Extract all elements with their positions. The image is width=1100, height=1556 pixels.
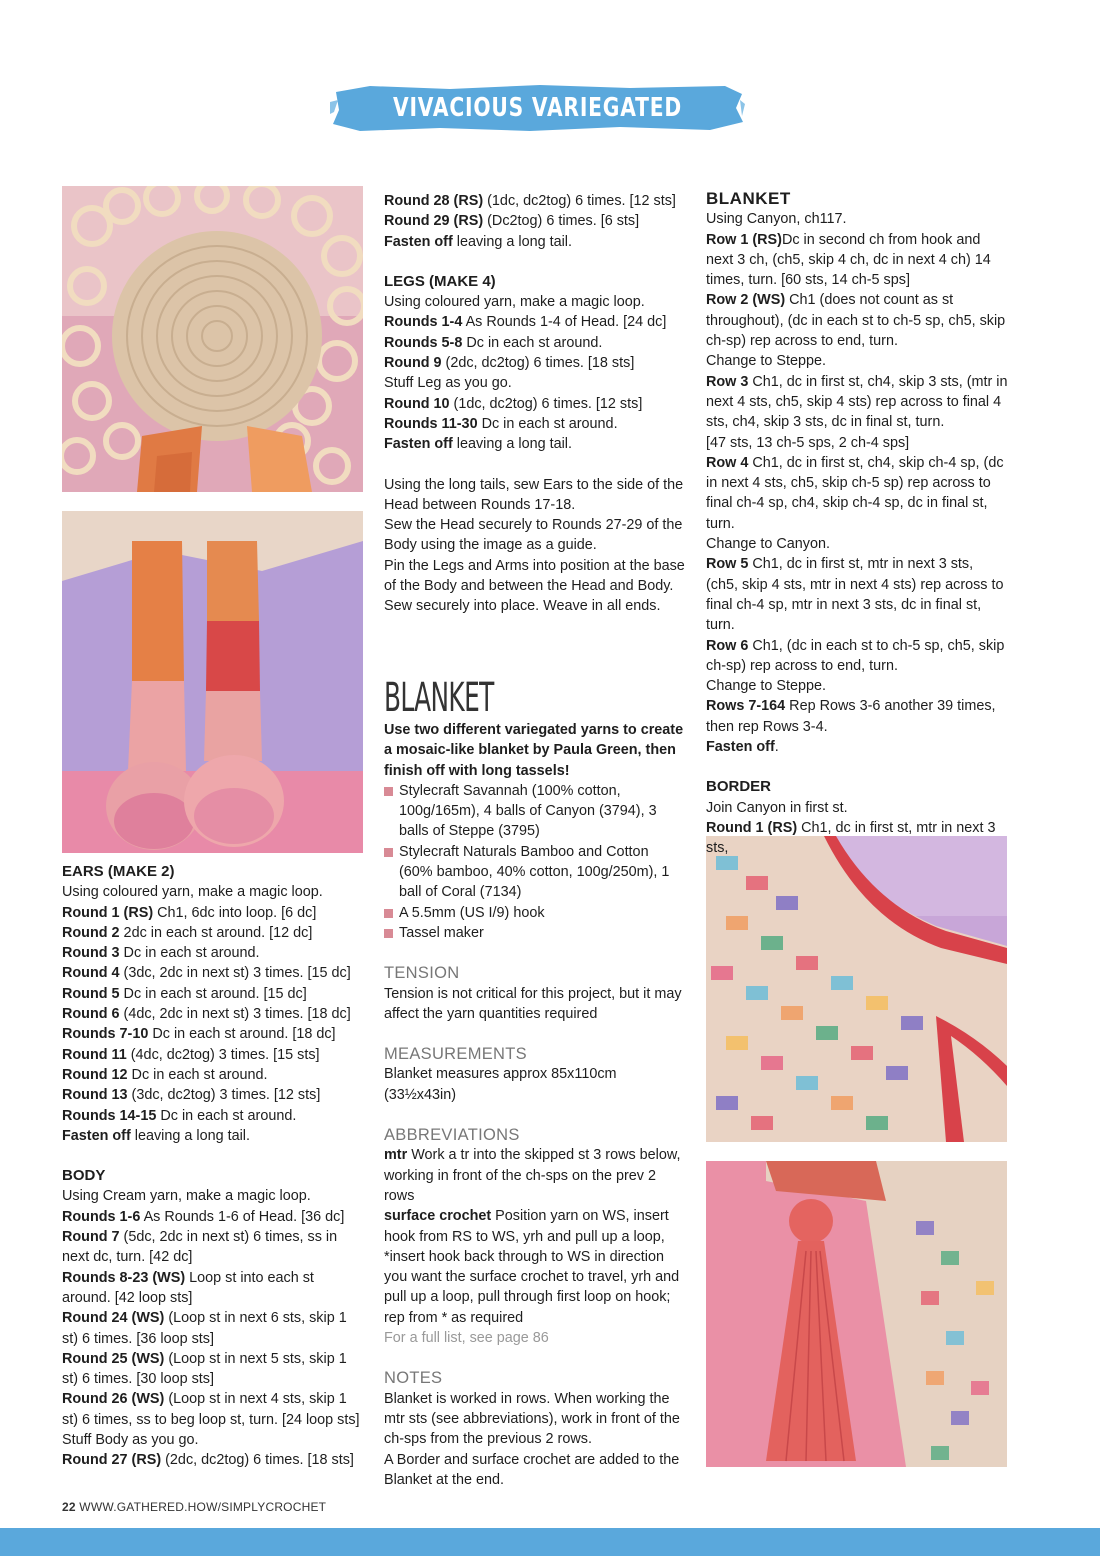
ears-line-label: Round 12 (62, 1066, 128, 1083)
column-2 (384, 191, 686, 617)
blanket-row-line-text: Change to Canyon. (706, 536, 831, 553)
assembly-instructions (384, 475, 686, 617)
body-line (62, 1308, 362, 1349)
assembly-line: Using the long tails, sew Ears to the side of the Head between Rounds 17-18. (384, 476, 684, 513)
body-line-text: As Rounds 1-6 of Head. [36 dc] (140, 1208, 345, 1225)
blanket-row-line (706, 230, 1008, 291)
section-title-abbreviations: ABBREVIATIONS (384, 1126, 520, 1145)
ears-line-text: Dc in each st around. [18 dc] (148, 1026, 336, 1043)
ears-line (62, 882, 362, 902)
legs-line-text: (1dc, dc2tog) 6 times. [12 sts] (449, 395, 643, 412)
ears-line-text: 2dc in each st around. [12 dc] (119, 924, 313, 941)
ears-line-label: Fasten off (62, 1127, 131, 1144)
legs-line-label: Fasten off (384, 436, 453, 453)
legs-line (384, 414, 686, 434)
notes-line: A Border and surface crochet are added to the Blanket at the end. (384, 1451, 680, 1488)
bullet-square-icon (384, 929, 393, 938)
ears-instructions (62, 882, 362, 1146)
round-line (384, 211, 686, 231)
body-line-label: Rounds 8-23 (WS) (62, 1269, 186, 1286)
legs-line-text: As Rounds 1-4 of Head. [24 dc] (462, 314, 667, 331)
body-instructions (62, 1186, 362, 1470)
abbreviation-item-label: mtr (384, 1147, 408, 1164)
ears-line (62, 1085, 362, 1105)
round-line (384, 191, 686, 211)
legs-line (384, 434, 686, 454)
ears-line-label: Rounds 7-10 (62, 1026, 149, 1043)
border-line-text: Ch1, dc in first st, mtr in next 3 sts, (706, 819, 996, 857)
photo-doll-head-back (62, 186, 363, 492)
notes-line: Blanket is worked in rows. When working the mtr sts (see abbreviations), work in front of the ch-sps from the previous 2 rows. (384, 1390, 680, 1448)
ears-line (62, 923, 362, 943)
blanket-row-line (706, 372, 1008, 433)
section-title-tension: TENSION (384, 964, 460, 983)
blanket-intro: Use two different variegated yarns to create a mosaic-like blanket by Paula Green, then finish off with long tassels! (384, 722, 684, 779)
blanket-row-line-label: Rows 7-164 (706, 698, 786, 715)
ears-line-text: (3dc, dc2tog) 3 times. [12 sts] (127, 1087, 321, 1104)
ears-line-label: Rounds 14-15 (62, 1107, 157, 1124)
measurements-text: Blanket measures approx 85x110cm (33½x43in) (384, 1066, 617, 1103)
border-line (706, 818, 1008, 859)
ears-line (62, 984, 362, 1004)
abbreviations-list (384, 1145, 686, 1328)
column-1 (62, 862, 362, 1471)
legs-line-text: Dc in each st around. (462, 334, 603, 351)
body-line-label: Round 27 (RS) (62, 1452, 162, 1469)
blanket-row-line-text: . (774, 739, 779, 756)
body-line-text: (Loop st in next 4 sts, skip 1 st) 6 times, ss to beg loop st, turn. [24 loop sts] (62, 1391, 360, 1428)
ears-line (62, 903, 362, 923)
materials-item (384, 923, 686, 943)
blanket-row-line-text: Ch1 (does not count as st throughout), (dc in each st to ch-5 sp, ch5, skip ch-sp) rep across to end, turn. (706, 292, 1006, 350)
body-line-text: Stuff Body as you go. (62, 1432, 199, 1449)
abbreviation-item-text: Work a tr into the skipped st 3 rows below, working in front of the ch-sps on the prev 2 rows (384, 1147, 681, 1204)
ears-line-label: Round 11 (62, 1046, 127, 1063)
materials-item-text: A 5.5mm (US I/9) hook (399, 904, 545, 921)
abbreviation-item (384, 1206, 686, 1328)
border-line (706, 798, 1008, 818)
round-line-text: (1dc, dc2tog) 6 times. [12 sts] (483, 193, 676, 209)
legs-line-text: Stuff Leg as you go. (384, 375, 512, 392)
ears-line-text: Dc in each st around. [15 dc] (119, 985, 307, 1002)
blanket-row-line-label: Row 1 (RS) (706, 231, 782, 248)
legs-line-text: (2dc, dc2tog) 6 times. [18 sts] (441, 355, 635, 372)
blanket-row-line-text: Rep Rows 3-6 another 39 times, then rep Rows 3-4. (706, 698, 996, 735)
materials-item (384, 781, 686, 842)
blanket-row-line-text: Change to Steppe. (706, 353, 827, 370)
ears-line-label: Round 13 (62, 1087, 128, 1104)
ears-line-text: (4dc, dc2tog) 3 times. [15 sts] (126, 1046, 320, 1063)
page-number: 22 (62, 1500, 76, 1514)
photo-doll-legs (62, 511, 363, 853)
border-line-label: Round 1 (RS) (706, 819, 798, 836)
ears-line (62, 1045, 362, 1065)
body-line (62, 1349, 362, 1390)
blanket-heading: BLANKET (384, 675, 494, 721)
ears-line-text: (4dc, 2dc in next st) 3 times. [18 dc] (119, 1006, 351, 1023)
ears-line-text: Ch1, 6dc into loop. [6 dc] (153, 904, 317, 921)
ears-line-text: Dc in each st around. (119, 945, 260, 962)
bullet-square-icon (384, 909, 393, 918)
section-title-border: BORDER (706, 778, 772, 796)
ears-line-label: Round 1 (RS) (62, 904, 154, 921)
body-line-text: Using Cream yarn, make a magic loop. (62, 1188, 311, 1205)
ears-line-label: Round 5 (62, 985, 120, 1002)
blanket-row-line-text: Ch1, (dc in each st to ch-5 sp, ch5, skip ch-sp) rep across to end, turn. (706, 637, 1005, 674)
abbreviation-item-text: Position yarn on WS, insert hook from RS to WS, yrh and pull up a loop, *insert hook back through to WS in direction you want the surface crochet to travel, yrh and pull up a loop, pull through first loop on hook; rep from * as required (384, 1208, 680, 1326)
round-28-29-instructions (384, 191, 686, 252)
border-instructions (706, 798, 1008, 859)
ears-line-label: Round 6 (62, 1006, 120, 1023)
ears-line (62, 963, 362, 983)
abbreviation-item-label: surface crochet (384, 1208, 492, 1225)
blanket-row-line-text: Ch1, dc in first st, ch4, skip ch-4 sp, (dc in next 4 sts, ch5, skip ch-5 sp) rep across to final ch-4 sp, ch4, skip ch-4 sp, dc in final st, turn. (706, 454, 1004, 532)
blanket-row-line-text: Using Canyon, ch117. (706, 211, 847, 228)
blanket-row-line-label: Row 2 (WS) (706, 292, 786, 309)
bottom-color-bar (0, 1528, 1100, 1556)
blanket-row-line (706, 290, 1008, 351)
blanket-row-line (706, 351, 1008, 371)
legs-line-text: Dc in each st around. (477, 415, 618, 432)
border-line-text: Join Canyon in first st. (706, 799, 848, 816)
legs-instructions (384, 292, 686, 454)
body-line-label: Round 25 (WS) (62, 1350, 165, 1367)
assembly-line: Sew the Head securely to Rounds 27-29 of the Body using the image as a guide. (384, 517, 683, 554)
body-line (62, 1227, 362, 1268)
ears-line-label: Round 2 (62, 924, 120, 941)
ears-line (62, 1126, 362, 1146)
legs-line (384, 394, 686, 414)
column-3 (706, 189, 1008, 859)
legs-line-label: Round 10 (384, 395, 450, 412)
legs-line-label: Rounds 11-30 (384, 415, 478, 432)
blanket-row-line (706, 696, 1008, 737)
body-line-label: Round 24 (WS) (62, 1310, 165, 1327)
blanket-row-line-label: Row 5 (706, 556, 749, 573)
footer-url: WWW.GATHERED.HOW/SIMPLYCROCHET (79, 1500, 327, 1514)
body-line-label: Round 7 (62, 1229, 120, 1246)
page-footer (62, 1500, 326, 1514)
round-line-text: leaving a long tail. (452, 233, 572, 250)
body-line (62, 1389, 362, 1430)
assembly-line: Pin the Legs and Arms into position at the base of the Body and between the Head and Body. (384, 557, 685, 595)
legs-line-text: Using coloured yarn, make a magic loop. (384, 294, 645, 311)
abbreviation-item (384, 1145, 686, 1206)
body-line-text: (Loop st in next 5 sts, skip 1 st) 6 times. [30 loop sts] (62, 1350, 347, 1388)
blanket-row-line (706, 554, 1008, 635)
ears-line (62, 1065, 362, 1085)
ears-line-text: leaving a long tail. (130, 1127, 250, 1144)
blanket-row-line-label: Fasten off (706, 739, 775, 756)
section-title-ears: EARS (MAKE 2) (62, 863, 175, 880)
blanket-row-line (706, 453, 1008, 534)
blanket-row-line (706, 676, 1008, 696)
blanket-row-line-text: Change to Steppe. (706, 678, 827, 695)
round-line-text: (Dc2tog) 6 times. [6 sts] (483, 213, 640, 230)
blanket-row-line-label: Row 3 (706, 373, 749, 390)
assembly-line: Sew securely into place. Weave in all ends. (384, 598, 661, 615)
legs-line (384, 333, 686, 353)
legs-line (384, 312, 686, 332)
bullet-square-icon (384, 848, 393, 857)
ears-line (62, 1024, 362, 1044)
ears-line-label: Round 4 (62, 965, 120, 982)
materials-item-text: Stylecraft Savannah (100% cotton, 100g/165m), 4 balls of Canyon (3794), 3 balls of Steppe (3795) (399, 782, 657, 840)
legs-line-label: Rounds 5-8 (384, 334, 463, 351)
section-title-blanket: BLANKET (706, 189, 791, 208)
blanket-row-line (706, 737, 1008, 757)
legs-line-label: Rounds 1-4 (384, 314, 463, 331)
materials-list (384, 781, 686, 943)
blanket-row-line (706, 433, 1008, 453)
section-title-notes: NOTES (384, 1369, 443, 1388)
materials-item-text: Tassel maker (399, 924, 484, 941)
body-line (62, 1207, 362, 1227)
legs-line (384, 373, 686, 393)
tension-text: Tension is not critical for this project, but it may affect the yarn quantities required (384, 985, 682, 1022)
body-line-text: Loop st into each st around. [42 loop sts] (62, 1269, 314, 1306)
body-line (62, 1450, 362, 1470)
blanket-row-line-text: Ch1, dc in first st, ch4, skip 3 sts, (mtr in next 4 sts, ch5, skip 4 sts) rep across to final 4 sts, ch4, skip 3 sts, dc in final st, turn. (706, 373, 1008, 431)
ears-line-text: Using coloured yarn, make a magic loop. (62, 884, 323, 901)
round-line-label: Round 28 (RS) (384, 193, 484, 209)
section-title-body: BODY (62, 1167, 106, 1185)
blanket-row-line-text: Dc in second ch from hook and next 3 ch, (ch5, skip 4 ch, dc in next 4 ch) 14 times, turn. [60 sts, 14 ch-5 sps] (706, 231, 991, 289)
ears-line (62, 1004, 362, 1024)
column-2-blanket (384, 676, 686, 1490)
photo-blanket-tassel (706, 1161, 1007, 1467)
blanket-instructions (706, 209, 1008, 757)
legs-line (384, 292, 686, 312)
ears-line-text: Dc in each st around. (127, 1066, 268, 1083)
body-line-text: (5dc, 2dc in next st) 6 times, ss in next dc, turn. [42 dc] (62, 1229, 338, 1266)
blanket-row-line-text: [47 sts, 13 ch-5 sps, 2 ch-4 sps] (706, 434, 910, 451)
materials-item-text: Stylecraft Naturals Bamboo and Cotton (60% bamboo, 40% cotton, 100g/250m), 1 ball of Coral (7134) (399, 843, 670, 901)
body-line (62, 1430, 362, 1450)
blanket-row-line-label: Row 4 (706, 454, 749, 471)
body-line (62, 1268, 362, 1309)
ears-line-label: Round 3 (62, 945, 120, 962)
blanket-row-line (706, 636, 1008, 677)
blanket-row-line (706, 534, 1008, 554)
blanket-row-line-text: Ch1, dc in first st, mtr in next 3 sts, (ch5, skip 4 sts, mtr in next 4 sts) rep across to final ch-4 sp, mtr in next 3 sts, dc in final st, turn. (706, 556, 1004, 634)
section-title-legs: LEGS (MAKE 4) (384, 272, 496, 290)
header-banner (330, 82, 745, 175)
materials-item (384, 842, 686, 903)
legs-line-label: Round 9 (384, 355, 442, 372)
ears-line (62, 943, 362, 963)
legs-line-text: leaving a long tail. (452, 436, 572, 453)
legs-line (384, 353, 686, 373)
photo-blanket-draped (706, 836, 1007, 1142)
body-line (62, 1186, 362, 1206)
body-line-text: (2dc, dc2tog) 6 times. [18 sts] (161, 1452, 354, 1469)
ears-line-text: (3dc, 2dc in next st) 3 times. [15 dc] (119, 965, 351, 982)
round-line-label: Fasten off (384, 233, 453, 250)
materials-item (384, 903, 686, 923)
notes-text (384, 1389, 686, 1490)
round-line (384, 232, 686, 252)
section-title-measurements: MEASUREMENTS (384, 1045, 527, 1064)
body-line-label: Rounds 1-6 (62, 1208, 141, 1225)
body-line-text: (Loop st in next 6 sts, skip 1 st) 6 times. [36 loop sts] (62, 1310, 347, 1347)
ears-line (62, 1106, 362, 1126)
body-line-label: Round 26 (WS) (62, 1391, 165, 1408)
abbreviations-note: For a full list, see page 86 (384, 1330, 549, 1347)
banner-title: VIVACIOUS VARIEGATED COLLECTION (393, 93, 682, 175)
blanket-row-line-label: Row 6 (706, 637, 749, 654)
round-line-label: Round 29 (RS) (384, 213, 484, 230)
blanket-row-line (706, 209, 1008, 229)
bullet-square-icon (384, 787, 393, 796)
ears-line-text: Dc in each st around. (156, 1107, 297, 1124)
